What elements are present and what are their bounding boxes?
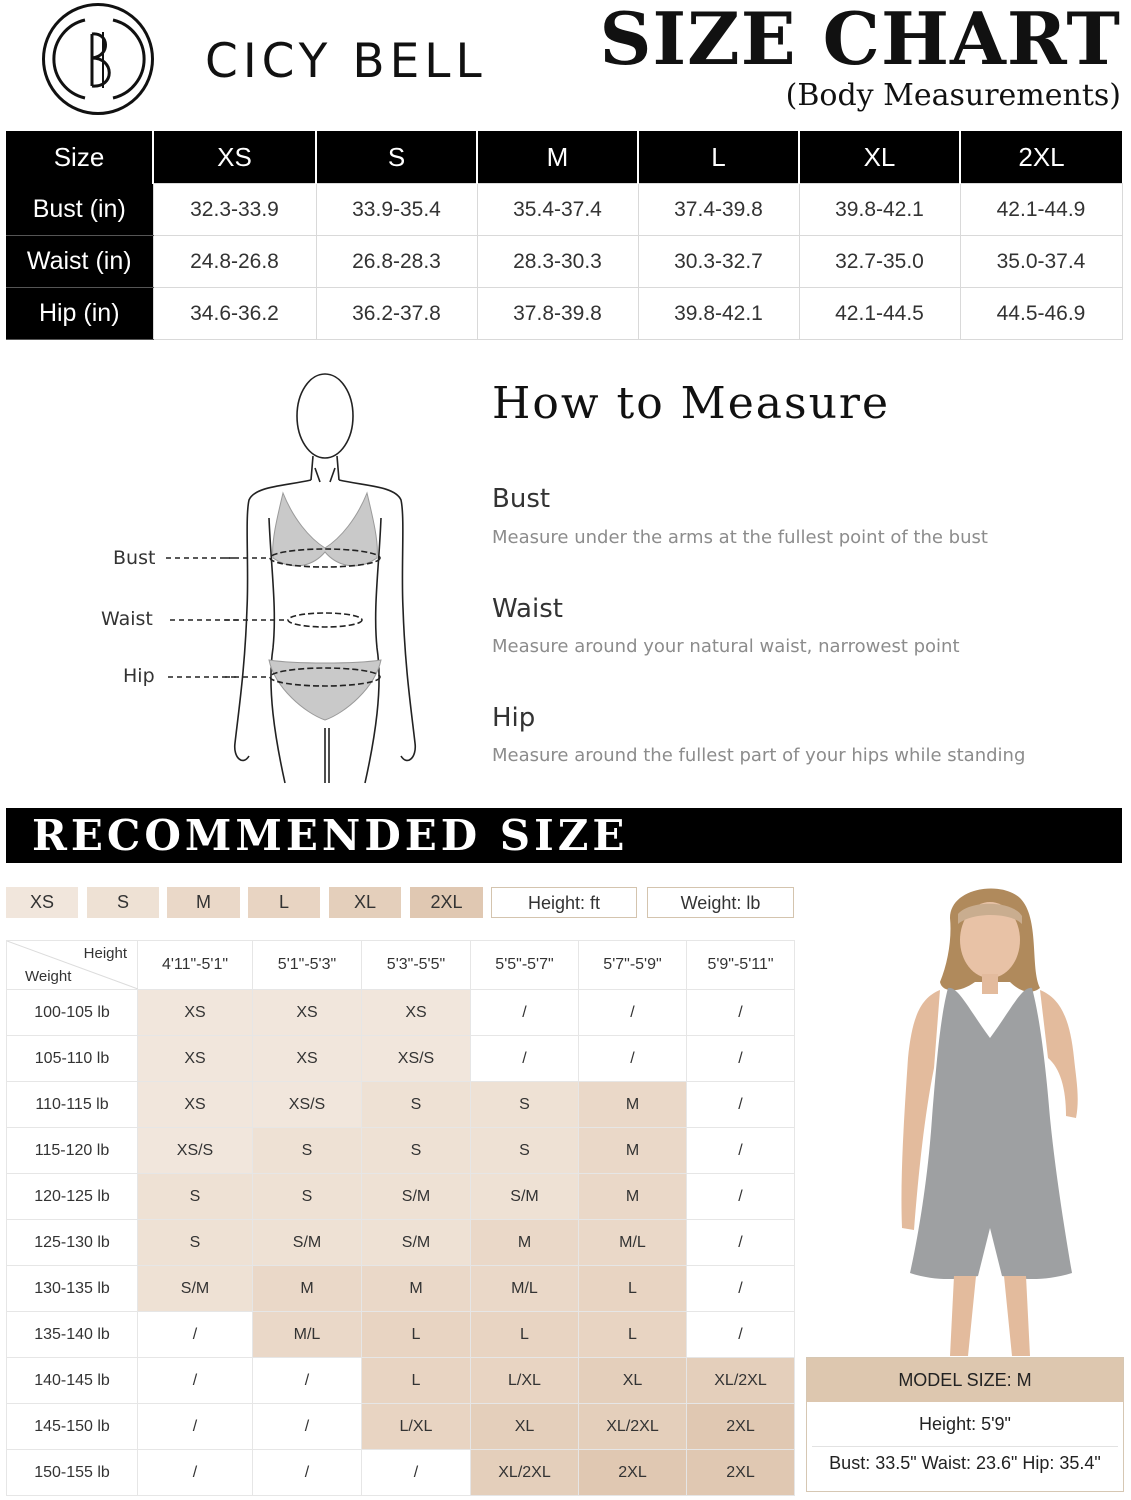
size-column-header: 2XL [960,131,1122,184]
table-cell: 42.1-44.5 [799,288,960,340]
size-cell: S [362,1082,471,1128]
model-size-title: MODEL SIZE: M [807,1358,1123,1402]
size-cell: / [138,1312,253,1358]
size-cell: M [471,1220,579,1266]
table-row [7,1174,795,1220]
height-column-header: 5'1"-5'3" [253,941,362,990]
measure-heading-bust: Bust [492,484,551,514]
table-cell: 26.8-28.3 [316,236,477,288]
weight-row-label: 105-110 lb [7,1036,138,1082]
weight-row-label: 115-120 lb [7,1128,138,1174]
page-title: SIZE CHART [599,0,1121,81]
size-cell: XL/2XL [687,1358,795,1404]
table-cell: 33.9-35.4 [316,184,477,236]
table-row [7,1404,795,1450]
corner-height-label: Height [83,945,127,962]
table-cell: 24.8-26.8 [153,236,316,288]
table-cell: 39.8-42.1 [638,288,799,340]
weight-row-label: 110-115 lb [7,1082,138,1128]
size-cell: L/XL [362,1404,471,1450]
size-cell: XS [138,1036,253,1082]
size-cell: M [579,1128,687,1174]
table-cell: 34.6-36.2 [153,288,316,340]
legend-xs: XS [6,887,78,918]
size-cell: / [687,1312,795,1358]
size-cell: / [687,1036,795,1082]
size-cell: 2XL [687,1404,795,1450]
size-column-header: XS [153,131,316,184]
size-header: Size [6,131,153,184]
measure-desc-bust: Measure under the arms at the fullest point of the bust [492,527,988,548]
table-cell: 28.3-30.3 [477,236,638,288]
size-cell: 2XL [687,1450,795,1496]
size-cell: M/L [471,1266,579,1312]
table-row [7,1312,795,1358]
model-height: Height: 5'9" [919,1414,1011,1434]
size-cell: S/M [138,1266,253,1312]
size-cell: / [253,1450,362,1496]
corner-cell [7,941,138,990]
table-row [7,1266,795,1312]
corner-weight-label: Weight [25,968,72,985]
size-cell: S [362,1128,471,1174]
table-row [7,1358,795,1404]
table-row [7,990,795,1036]
divider [812,1446,1118,1447]
table-header-row [7,941,795,990]
size-cell: M [362,1266,471,1312]
measure-heading-hip: Hip [492,703,536,733]
weight-row-label: 150-155 lb [7,1450,138,1496]
size-cell: L/XL [471,1358,579,1404]
size-cell: / [687,1220,795,1266]
brand-logo [42,3,154,115]
model-photo [880,878,1110,1356]
table-cell: 35.0-37.4 [960,236,1122,288]
table-cell: 32.7-35.0 [799,236,960,288]
legend-weight-unit: Weight: lb [647,887,794,918]
weight-row-label: 120-125 lb [7,1174,138,1220]
size-cell: S [253,1128,362,1174]
size-column-header: S [316,131,477,184]
legend-l: L [248,887,320,918]
height-column-header: 5'9"-5'11" [687,941,795,990]
size-cell: XL/2XL [579,1404,687,1450]
legend-height-unit: Height: ft [491,887,637,918]
size-column-header: XL [799,131,960,184]
measure-desc-hip: Measure around the fullest part of your hips while standing [492,745,1026,766]
weight-row-label: 125-130 lb [7,1220,138,1266]
weight-row-label: 145-150 lb [7,1404,138,1450]
row-label-waist: Waist (in) [6,236,153,288]
size-column-header: L [638,131,799,184]
table-cell: 37.8-39.8 [477,288,638,340]
recommended-size-table [6,940,795,1496]
how-to-measure-title: How to Measure [492,378,890,429]
size-cell: / [253,1358,362,1404]
size-cell: XL [579,1358,687,1404]
weight-row-label: 130-135 lb [7,1266,138,1312]
measure-heading-waist: Waist [492,594,563,624]
size-cell: XS [362,990,471,1036]
size-cell: XS/S [138,1128,253,1174]
legend-2xl: 2XL [410,887,483,918]
size-cell: L [471,1312,579,1358]
table-row [7,1450,795,1496]
height-column-header: 5'3"-5'5" [362,941,471,990]
size-cell: XS [138,990,253,1036]
size-cell: S [471,1128,579,1174]
size-cell: / [687,1174,795,1220]
table-cell: 35.4-37.4 [477,184,638,236]
size-cell: XS/S [362,1036,471,1082]
size-cell: / [687,1266,795,1312]
size-cell: 2XL [579,1450,687,1496]
size-cell: / [471,1036,579,1082]
height-column-header: 4'11"-5'1" [138,941,253,990]
legend-s: S [87,887,159,918]
height-column-header: 5'5"-5'7" [471,941,579,990]
size-cell: S/M [362,1220,471,1266]
weight-row-label: 135-140 lb [7,1312,138,1358]
size-cell: / [687,1128,795,1174]
size-cell: M [579,1082,687,1128]
size-cell: / [138,1450,253,1496]
size-cell: / [362,1450,471,1496]
table-row [6,184,1122,236]
size-cell: M/L [253,1312,362,1358]
table-row [7,1082,795,1128]
table-row [6,288,1122,340]
row-label-hip: Hip (in) [6,288,153,340]
legend-xl: XL [329,887,401,918]
table-cell: 42.1-44.9 [960,184,1122,236]
size-cell: / [687,1082,795,1128]
size-cell: S [138,1174,253,1220]
size-cell: / [579,1036,687,1082]
table-row [7,1220,795,1266]
table-cell: 39.8-42.1 [799,184,960,236]
figure-label-bust: Bust [113,547,156,569]
size-cell: S [138,1220,253,1266]
brand-name: CICY BELL [205,34,487,89]
size-cell: S [471,1082,579,1128]
body-figure-illustration [225,368,425,788]
size-cell: M [253,1266,362,1312]
recommended-title: RECOMMENDED SIZE [32,811,629,860]
table-row [7,1036,795,1082]
table-cell: 37.4-39.8 [638,184,799,236]
size-cell: L [579,1312,687,1358]
size-cell: / [687,990,795,1036]
table-row [6,236,1122,288]
size-cell: XL [471,1404,579,1450]
size-cell: M/L [579,1220,687,1266]
size-column-header: M [477,131,638,184]
size-cell: S/M [362,1174,471,1220]
size-cell: XS [253,990,362,1036]
figure-label-waist: Waist [101,608,153,630]
page-subtitle: (Body Measurements) [785,78,1121,113]
size-cell: XS [138,1082,253,1128]
weight-row-label: 100-105 lb [7,990,138,1036]
size-cell: / [579,990,687,1036]
size-cell: XL/2XL [471,1450,579,1496]
size-cell: XS [253,1036,362,1082]
figure-label-hip: Hip [123,665,155,687]
table-cell: 36.2-37.8 [316,288,477,340]
table-cell: 32.3-33.9 [153,184,316,236]
table-cell: 30.3-32.7 [638,236,799,288]
size-cell: / [471,990,579,1036]
table-header-row [6,131,1122,184]
size-cell: / [138,1358,253,1404]
size-cell: L [362,1312,471,1358]
size-cell: S/M [253,1220,362,1266]
height-column-header: 5'7"-5'9" [579,941,687,990]
size-cell: S [253,1174,362,1220]
size-cell: / [138,1404,253,1450]
leader-lines [160,545,240,695]
measure-desc-waist: Measure around your natural waist, narrowest point [492,636,960,657]
legend-m: M [167,887,240,918]
table-cell: 44.5-46.9 [960,288,1122,340]
weight-row-label: 140-145 lb [7,1358,138,1404]
table-row [7,1128,795,1174]
row-label-bust: Bust (in) [6,184,153,236]
size-cell: S/M [471,1174,579,1220]
size-cell: / [253,1404,362,1450]
body-measurements-table [6,131,1123,340]
size-cell: L [579,1266,687,1312]
size-cell: XS/S [253,1082,362,1128]
logo-monogram-icon [45,6,151,112]
size-cell: M [579,1174,687,1220]
model-measurements: Bust: 33.5" Waist: 23.6" Hip: 35.4" [829,1453,1101,1473]
size-cell: L [362,1358,471,1404]
